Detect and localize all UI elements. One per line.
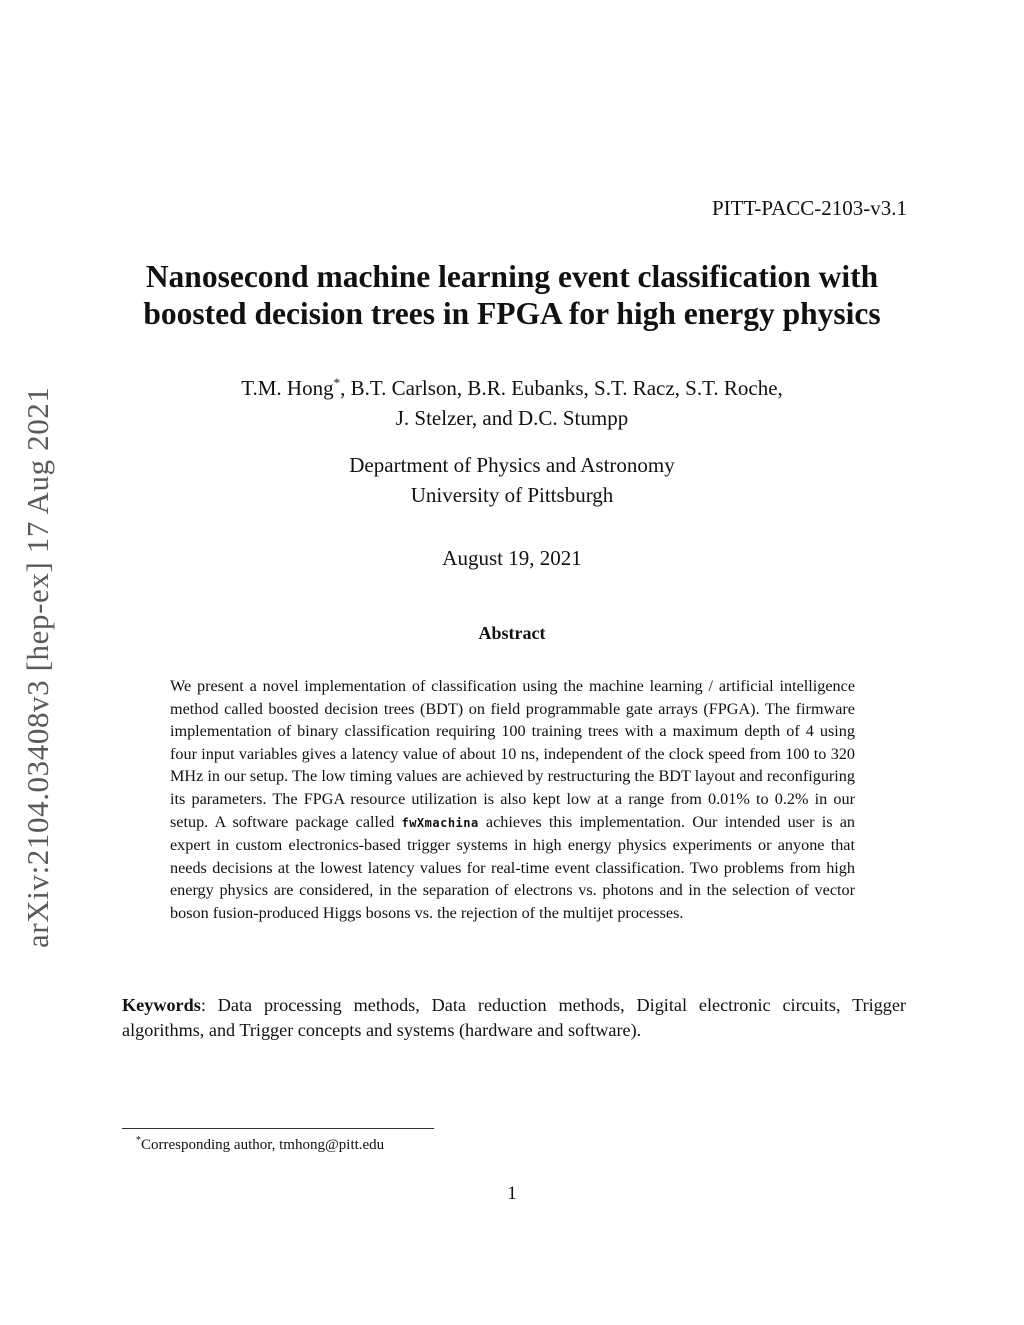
- corresponding-author: T.M. Hong: [241, 376, 334, 400]
- footnote: [136, 1135, 384, 1154]
- corresponding-author-mark: *: [333, 375, 341, 390]
- keywords-section: [122, 993, 906, 1043]
- university: University of Pittsburgh: [410, 483, 614, 507]
- keywords-text: : Data processing methods, Data reduction methods, Digital electronic circuits, Trigger algorithms, and Trigger concepts and systems (hardware and software).: [122, 995, 906, 1040]
- software-package-name: fwXmachina: [401, 815, 479, 830]
- footnote-mark: *: [136, 1135, 141, 1146]
- affiliation: [100, 450, 924, 510]
- authors-line-2: J. Stelzer, and D.C. Stumpp: [395, 406, 629, 430]
- authors-line-1: , B.T. Carlson, B.R. Eubanks, S.T. Racz, S.T. Roche,: [340, 376, 783, 400]
- department: Department of Physics and Astronomy: [349, 453, 675, 477]
- report-number: PITT-PACC-2103-v3.1: [711, 196, 907, 220]
- arxiv-identifier-stamp: [18, 350, 68, 950]
- abstract-body: [170, 675, 855, 925]
- abstract-text-end: achieves this implementation. Our intended user is an expert in custom electronics-based trigger systems in high energy physics experiments or anyone that needs decisions at the lowest latency values for real-time event classification. Two problems from high energy physics are considered, in the separation of electrons vs. photons and in the selection of vector boson fusion-produced Higgs bosons vs. the rejection of the multijet processes.: [170, 812, 855, 922]
- paper-title: [100, 258, 924, 332]
- footnote-divider: [122, 1128, 434, 1129]
- abstract-heading: Abstract: [478, 623, 546, 643]
- footnote-text: Corresponding author, tmhong@pitt.edu: [141, 1137, 385, 1153]
- author-list: [100, 368, 924, 433]
- title-line-1: Nanosecond machine learning event classification with: [145, 259, 879, 294]
- abstract-text-start: We present a novel implementation of classification using the machine learning / artificial intelligence method called boosted decision trees (BDT) on field programmable gate arrays (FPGA). The firmware implementation of binary classification requiring 100 training trees with a maximum depth of 4 using four input variables gives a latency value of about 10 ns, independent of the clock speed from 100 to 320 MHz in our setup. The low timing values are achieved by restructuring the BDT layout and reconfiguring its parameters. The FPGA resource utilization is also kept low at a range from 0.01% to 0.2% in our setup. A software package called: [170, 677, 855, 831]
- page-number: 1: [507, 1183, 517, 1204]
- title-line-2: boosted decision trees in FPGA for high energy physics: [143, 296, 881, 331]
- keywords-label: Keywords: [122, 995, 201, 1015]
- arxiv-identifier-text: arXiv:2104.03408v3 [hep-ex] 17 Aug 2021: [20, 386, 55, 948]
- paper-date: August 19, 2021: [442, 546, 582, 570]
